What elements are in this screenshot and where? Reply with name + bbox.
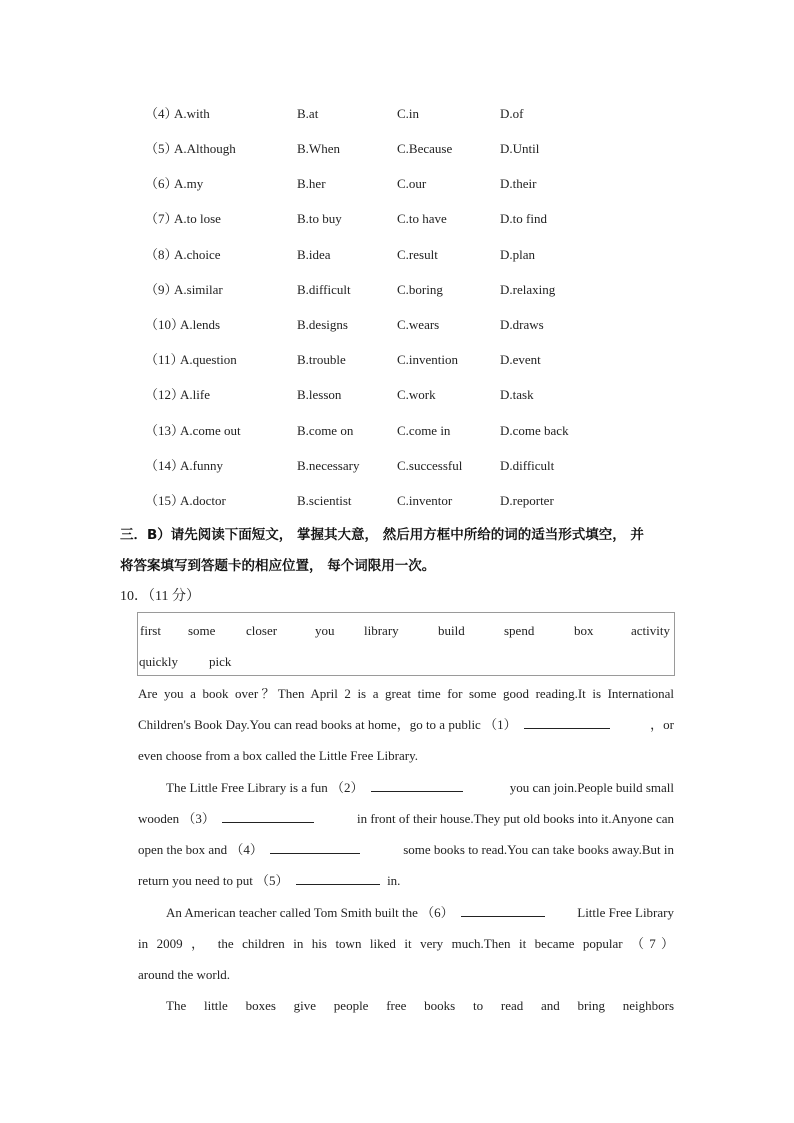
word-bank-item: quickly: [139, 654, 178, 669]
choice-row: [0, 209, 794, 229]
option-b: B.trouble: [297, 352, 346, 367]
passage-text: in front of their house.They put old books into it.Anyone can: [356, 811, 674, 826]
section-heading-line: 三．B）请先阅读下面短文， 掌握其大意， 然后用方框中所给的词的适当形式填空， 并: [120, 527, 644, 543]
question-number: （11）: [145, 352, 184, 367]
question-number: （5）: [145, 141, 178, 156]
question-number: （14）: [145, 458, 185, 473]
passage-text: you can join.People build small: [509, 780, 674, 795]
option-d: D.plan: [500, 247, 536, 262]
question-number: （9）: [145, 282, 178, 297]
option-b: B.lesson: [297, 387, 342, 402]
question-number: （10）: [145, 317, 185, 332]
word-bank-item: you: [315, 623, 335, 638]
answer-blank-6[interactable]: [461, 903, 545, 917]
passage-line: [138, 840, 674, 860]
option-a: A.my: [174, 176, 204, 191]
option-c: C.result: [397, 247, 438, 262]
choice-row: [0, 174, 794, 194]
passage-line: [138, 871, 674, 891]
option-d: D.their: [500, 176, 537, 191]
passage-text: even choose from a box called the Little Free Library.: [138, 748, 418, 763]
option-a: A.come out: [180, 423, 241, 438]
word-bank-item: spend: [504, 623, 535, 638]
option-d: D.to find: [500, 211, 547, 226]
choice-row: [0, 385, 794, 405]
passage-text: in.: [387, 873, 401, 888]
choice-row: [0, 315, 794, 335]
passage-line: [138, 965, 674, 985]
answer-blank-2[interactable]: [371, 778, 463, 792]
question-number: （7）: [145, 211, 178, 226]
choice-row: [0, 491, 794, 511]
option-b: B.scientist: [297, 493, 352, 508]
word-bank-item: box: [574, 623, 594, 638]
option-d: D.difficult: [500, 458, 555, 473]
choice-row: [0, 104, 794, 124]
option-b: B.to buy: [297, 211, 342, 226]
passage-text: open the box and （4）: [138, 842, 263, 857]
option-d: D.draws: [500, 317, 544, 332]
section-heading: [120, 520, 680, 582]
word-bank-item: build: [438, 623, 465, 638]
option-c: C.come in: [397, 423, 451, 438]
choice-row: [0, 350, 794, 370]
question-number: （6）: [145, 176, 178, 191]
option-d: D.task: [500, 387, 534, 402]
question-number: （8）: [145, 247, 178, 262]
answer-blank-4[interactable]: [270, 840, 360, 854]
option-a: A.similar: [174, 282, 223, 297]
question-number: （15）: [145, 493, 185, 508]
passage-text: around the world.: [138, 967, 231, 982]
passage-text: return you need to put （5）: [138, 873, 289, 888]
passage-text: some books to read.You can take books away.But in: [403, 842, 674, 857]
passage-line: [138, 684, 674, 704]
passage-text: The little boxes give people free books to read and bring neighbors: [166, 998, 674, 1013]
passage-line: [138, 715, 674, 735]
passage-text: ，or: [650, 717, 674, 732]
word-bank-box: [137, 612, 675, 676]
option-c: C.to have: [397, 211, 447, 226]
option-d: D.come back: [500, 423, 569, 438]
option-a: A.doctor: [180, 493, 226, 508]
option-c: C.Because: [397, 141, 453, 156]
passage-text: An American teacher called Tom Smith built the （6）: [166, 905, 454, 920]
option-c: C.in: [397, 106, 420, 121]
section-heading-line: 将答案填写到答题卡的相应位置， 每个词限用一次。: [120, 558, 436, 574]
question-title: 10．（11 分）: [120, 589, 200, 604]
passage-text: Are you a book over？Then April 2 is a great time for some good reading.It is International: [138, 686, 674, 701]
choice-row: [0, 456, 794, 476]
option-c: C.invention: [397, 352, 459, 367]
choice-row: [0, 245, 794, 265]
passage-text: wooden （3）: [138, 811, 215, 826]
word-bank-item: activity: [631, 623, 670, 638]
choice-row: [0, 139, 794, 159]
passage-line: [138, 809, 674, 829]
option-c: C.successful: [397, 458, 463, 473]
option-d: D.reporter: [500, 493, 554, 508]
option-d: D.of: [500, 106, 524, 121]
question-number: （4）: [145, 106, 178, 121]
option-d: D.event: [500, 352, 541, 367]
answer-blank-3[interactable]: [222, 809, 314, 823]
option-a: A.lends: [180, 317, 221, 332]
word-bank-item: pick: [209, 654, 232, 669]
passage-line: [138, 903, 674, 923]
option-a: A.life: [180, 387, 210, 402]
passage-line: [138, 934, 674, 954]
choice-row: [0, 280, 794, 300]
option-c: C.boring: [397, 282, 443, 297]
word-bank-item: some: [188, 623, 216, 638]
option-a: A.to lose: [174, 211, 221, 226]
option-c: C.work: [397, 387, 436, 402]
passage-text: Children's Book Day.You can read books at home，go to a public （1）: [138, 717, 517, 732]
question-number: （12）: [145, 387, 185, 402]
passage-text: The Little Free Library is a fun （2）: [166, 780, 364, 795]
passage-line: [138, 746, 674, 766]
option-a: A.funny: [180, 458, 223, 473]
option-d: D.Until: [500, 141, 540, 156]
option-b: B.difficult: [297, 282, 351, 297]
option-c: C.inventor: [397, 493, 453, 508]
passage-text: Little Free Library: [577, 905, 674, 920]
passage-line: [138, 996, 674, 1016]
passage-text: in 2009 ， the children in his town liked it very much.Then it became popular （7）: [138, 936, 674, 951]
word-bank-item: first: [140, 623, 161, 638]
option-b: B.her: [297, 176, 326, 191]
option-a: A.question: [180, 352, 237, 367]
choice-row: [0, 421, 794, 441]
answer-blank-1[interactable]: [524, 715, 610, 729]
option-a: A.Although: [174, 141, 236, 156]
word-bank-item: library: [364, 623, 399, 638]
option-a: A.with: [174, 106, 210, 121]
answer-blank-5[interactable]: [296, 871, 380, 885]
word-bank-item: closer: [246, 623, 278, 638]
option-c: C.wears: [397, 317, 440, 332]
option-d: D.relaxing: [500, 282, 556, 297]
option-b: B.designs: [297, 317, 348, 332]
option-b: B.at: [297, 106, 319, 121]
option-b: B.necessary: [297, 458, 360, 473]
passage-line: [138, 778, 674, 798]
option-a: A.choice: [174, 247, 221, 262]
option-b: B.idea: [297, 247, 331, 262]
option-c: C.our: [397, 176, 427, 191]
option-b: B.When: [297, 141, 340, 156]
option-b: B.come on: [297, 423, 354, 438]
question-number: （13）: [145, 423, 185, 438]
